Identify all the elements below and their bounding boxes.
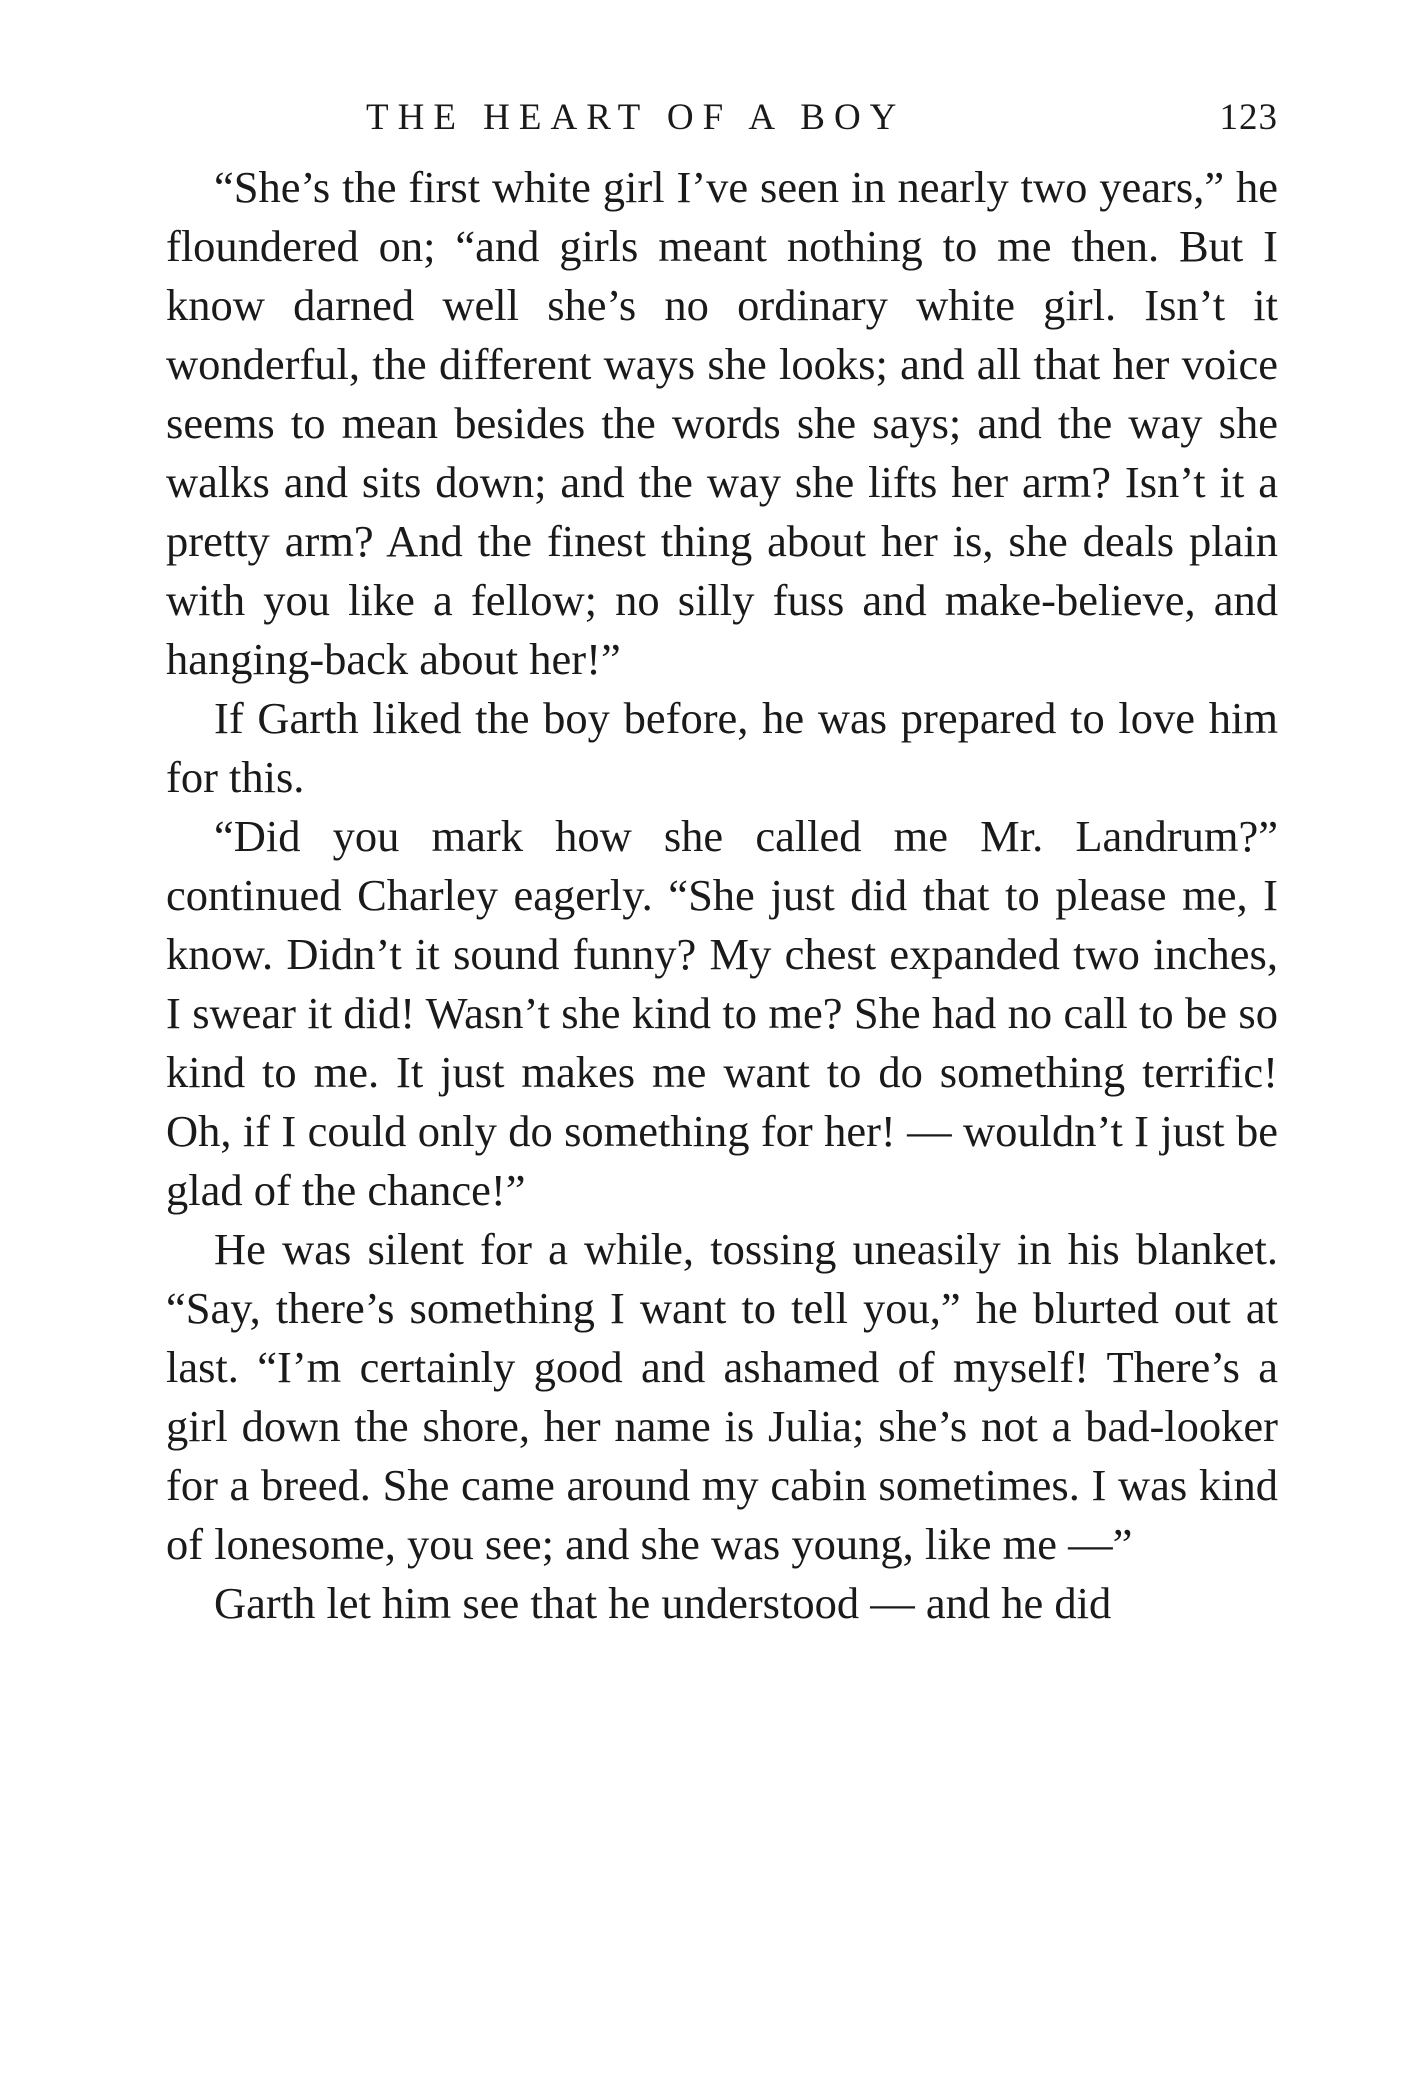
paragraph: If Garth liked the boy before, he was prepared to love him for this. xyxy=(166,693,1278,802)
book-page xyxy=(166,96,1278,1996)
body-text xyxy=(166,158,1278,1633)
paragraph: He was silent for a while, tossing uneasily in his blanket. “Say, there’s something I want to tell you,” he blurted out at last. “I’m certainly good and ashamed of myself! There’s a girl down the shore, her name is Julia; she’s not a bad-looker for a breed. She came around my cabin sometimes. I was kind of lonesome, you see; and she was young, like me —” xyxy=(166,1224,1278,1569)
paragraph: “She’s the first white girl I’ve seen in nearly two years,” he floundered on; “and girls meant nothing to me then. But I know darned well she’s no ordinary white girl. Isn’t it wonderful, the different ways she looks; and all that her voice seems to mean besides the words she says; and the way she walks and sits down; and the way she lifts her arm? Isn’t it a pretty arm? And the finest thing about her is, she deals plain with you like a fellow; no silly fuss and make-believe, and hanging-back about her!” xyxy=(166,162,1278,684)
paragraph: Garth let him see that he understood — and he did xyxy=(214,1578,1112,1628)
running-head xyxy=(166,96,1278,158)
paragraph: “Did you mark how she called me Mr. Landrum?” continued Charley eagerly. “She just did that to please me, I know. Didn’t it sound funny? My chest expanded two inches, I swear it did! Wasn’t she kind to me? She had no call to be so kind to me. It just makes me want to do something terrific! Oh, if I could only do something for her! — wouldn’t I just be glad of the chance!” xyxy=(166,811,1278,1215)
running-title: THE HEART OF A BOY xyxy=(366,97,906,138)
page-number: 123 xyxy=(1219,97,1278,138)
